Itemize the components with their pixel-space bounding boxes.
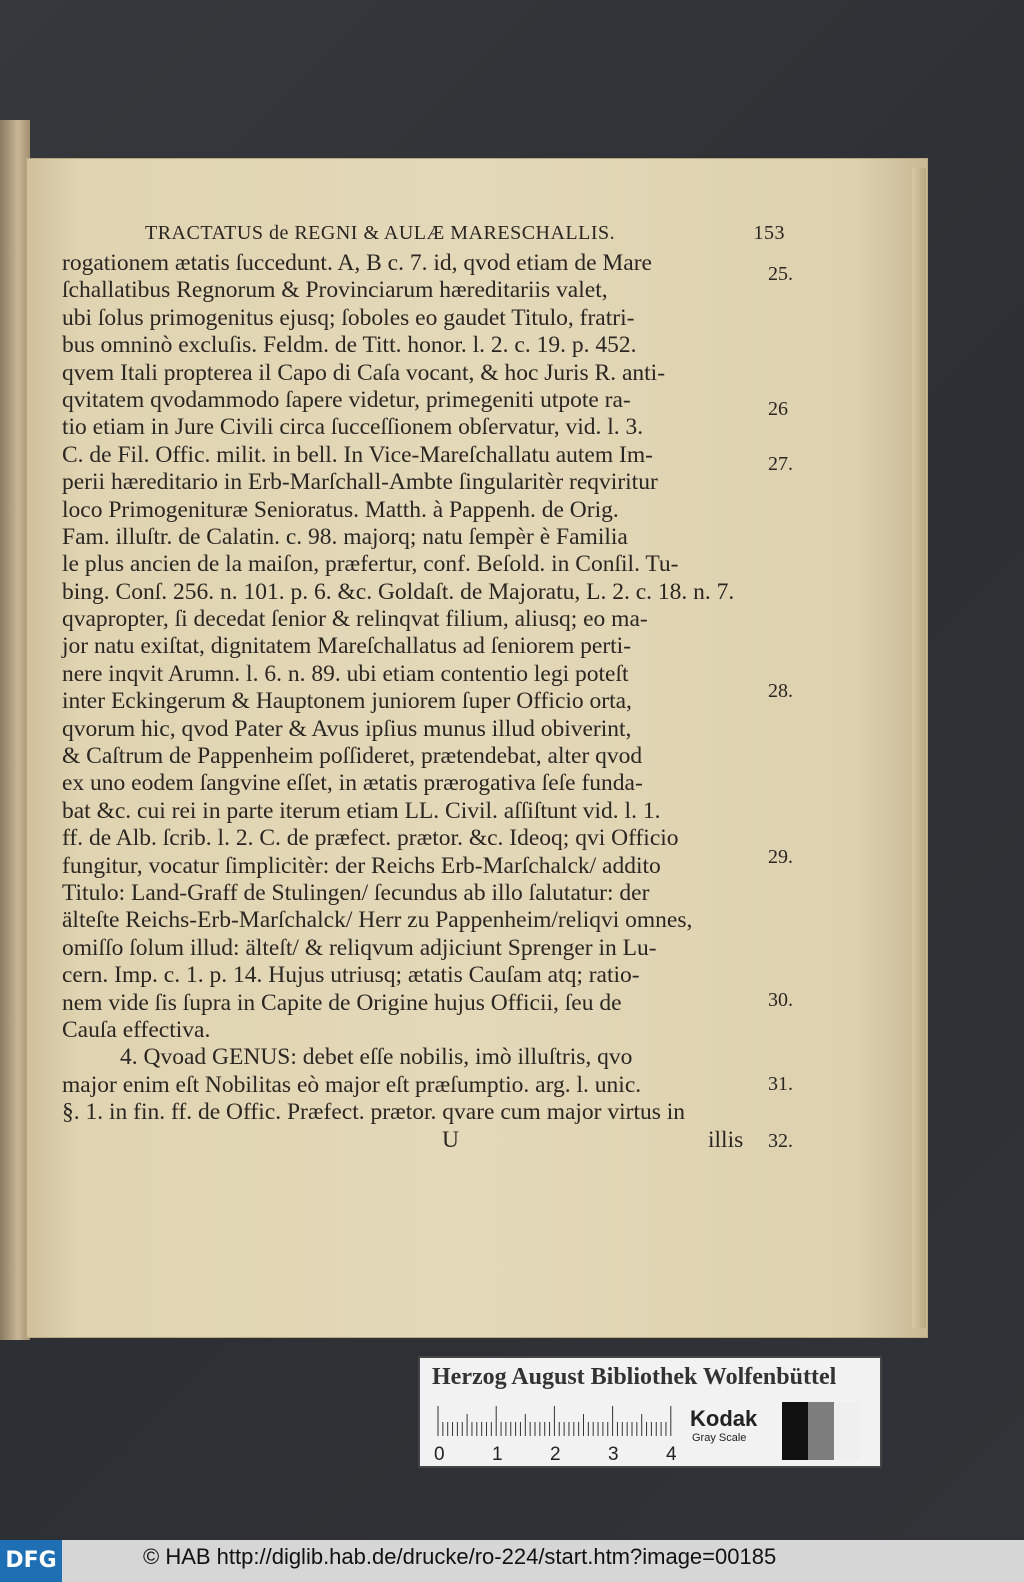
text-line: rogationem ætatis ſuccedunt. A, B c. 7. id, qvod etiam de Mare <box>62 250 652 276</box>
ruler-number: 4 <box>666 1444 677 1465</box>
margin-number: 26 <box>768 398 788 420</box>
ruler-scale <box>434 1406 684 1436</box>
signature-line <box>62 1127 802 1154</box>
text-line: C. de Fil. Offic. milit. in bell. In Vice-Mareſchallatu autem Im- <box>62 441 653 468</box>
text-line: ſchallatibus Regnorum & Provinciarum hæreditariis valet, <box>62 277 608 304</box>
margin-number: 28. <box>768 680 793 702</box>
text-line: nem vide ſis ſupra in Capite de Origine hujus Officii, ſeu de <box>62 989 622 1016</box>
text-line: bat &c. cui rei in parte iterum etiam LL. Civil. aſſiſtunt vid. l. 1. <box>62 797 661 824</box>
gray-scale-label: Gray Scale <box>692 1432 747 1444</box>
margin-number: 25. <box>768 263 793 285</box>
signature-mark: U <box>442 1126 459 1153</box>
white-swatch <box>834 1402 860 1460</box>
text-line: qvorum hic, qvod Pater & Avus ipſius munus illud obiverint, <box>62 715 632 742</box>
body-text <box>62 250 802 1154</box>
text-line: jor natu exiſtat, dignitatem Mareſchallatus ad ſeniorem perti- <box>62 633 632 660</box>
kodak-brand: Kodak <box>690 1406 758 1431</box>
margin-number: 29. <box>768 846 793 868</box>
black-swatch <box>782 1402 808 1460</box>
text-line: fungitur, vocatur ſimplicitèr: der Reichs Erb-Marſchalck/ addito <box>62 852 661 879</box>
text-line: loco Primogenituræ Senioratus. Matth. à Pappenh. de Orig. <box>62 496 619 523</box>
text-line: inter Eckingerum & Hauptonem juniorem ſuper Officio orta, <box>62 688 632 715</box>
dfg-logo: DFG <box>0 1540 62 1582</box>
gray-swatch <box>808 1402 834 1460</box>
text-line: Titulo: Land-Graff de Stulingen/ ſecundus ab illo ſalutatur: der <box>62 879 650 906</box>
margin-number: 32. <box>768 1130 793 1152</box>
text-line: Fam. illuſtr. de Calatin. c. 98. majorq; natu ſempèr è Familia <box>62 523 628 550</box>
text-line: ex uno eodem ſangvine eſſet, in ætatis prærogativa ſeſe funda- <box>62 770 643 797</box>
margin-number: 30. <box>768 989 793 1011</box>
text-line: §. 1. in fin. ff. de Offic. Præfect. prætor. qvare cum major virtus in <box>62 1099 686 1126</box>
ruler-number: 2 <box>550 1444 561 1465</box>
ruler-number: 3 <box>608 1444 619 1465</box>
page-number: 153 <box>753 222 785 244</box>
text-line: cern. Imp. c. 1. p. 14. Hujus utriusq; ætatis Cauſam atq; ratio- <box>62 962 640 989</box>
text-line: ff. de Alb. ſcrib. l. 2. C. de præfect. prætor. &c. Ideoq; qvi Officio <box>62 825 679 852</box>
ruler-numbers <box>430 1444 700 1468</box>
institution-name: Herzog August Bibliothek Wolfenbüttel <box>432 1364 837 1390</box>
margin-number: 27. <box>768 453 793 475</box>
text-line: perii hæreditario in Erb-Marſchall-Ambte ſingularitèr reqviritur <box>62 469 658 496</box>
ruler-number: 0 <box>434 1444 445 1465</box>
text-line: & Caſtrum de Pappenheim poſſideret, prætendebat, alter qvod <box>62 743 643 770</box>
color-calibration-card <box>418 1356 882 1468</box>
text-line: qvitatem qvodammodo ſapere videtur, primegeniti utpote ra- <box>62 386 631 413</box>
text-line: tio etiam in Jure Civili circa ſucceſſionem obſervatur, vid. l. 3. <box>62 414 644 441</box>
copyright-link[interactable]: © HAB http://diglib.hab.de/drucke/ro-224/start.htm?image=00185 <box>143 1544 777 1569</box>
text-line: bing. Conſ. 256. n. 101. p. 6. &c. Goldaſt. de Majoratu, L. 2. c. 18. n. 7. <box>62 578 735 605</box>
text-line: le plus ancien de la maiſon, præfertur, conf. Beſold. in Conſil. Tu- <box>62 551 679 578</box>
text-line: nere inqvit Arumn. l. 6. n. 89. ubi etiam contentio legi poteſt <box>62 660 629 687</box>
ruler-number: 1 <box>492 1444 503 1465</box>
text-line: ubi ſolus primogenitus ejusq; ſoboles eo gaudet Titulo, fratri- <box>62 304 635 331</box>
text-line: älteſte Reichs-Erb-Marſchalck/ Herr zu Pappenheim/reliqvi omnes, <box>62 907 693 934</box>
text-line: qvapropter, ſi decedat ſenior & relinqvat filium, aliusq; eo ma- <box>62 606 648 633</box>
text-line: qvem Itali propterea il Capo di Caſa vocant, & hoc Juris R. anti- <box>62 359 666 386</box>
text-line: omiſſo ſolum illud: älteſt/ & reliqvum adjiciunt Sprenger in Lu- <box>62 934 657 961</box>
text-line: 4. Qvoad GENUS: debet eſſe nobilis, imò illuſtris, qvo <box>120 1044 633 1071</box>
catchword: illis <box>708 1126 744 1153</box>
text-line: Cauſa effectiva. <box>62 1016 211 1043</box>
margin-number: 31. <box>768 1073 793 1095</box>
text-line: major enim eſt Nobilitas eò major eſt præſumptio. arg. l. unic. <box>62 1071 642 1098</box>
gray-swatches <box>782 1402 862 1460</box>
running-title: TRACTATUS de REGNI & AULÆ MARESCHALLIS. <box>145 222 616 244</box>
running-header <box>145 222 785 245</box>
text-line: bus omninò excluſis. Feldm. de Titt. honor. l. 2. c. 19. p. 452. <box>62 332 637 359</box>
page-edge-shadow <box>912 168 926 1328</box>
